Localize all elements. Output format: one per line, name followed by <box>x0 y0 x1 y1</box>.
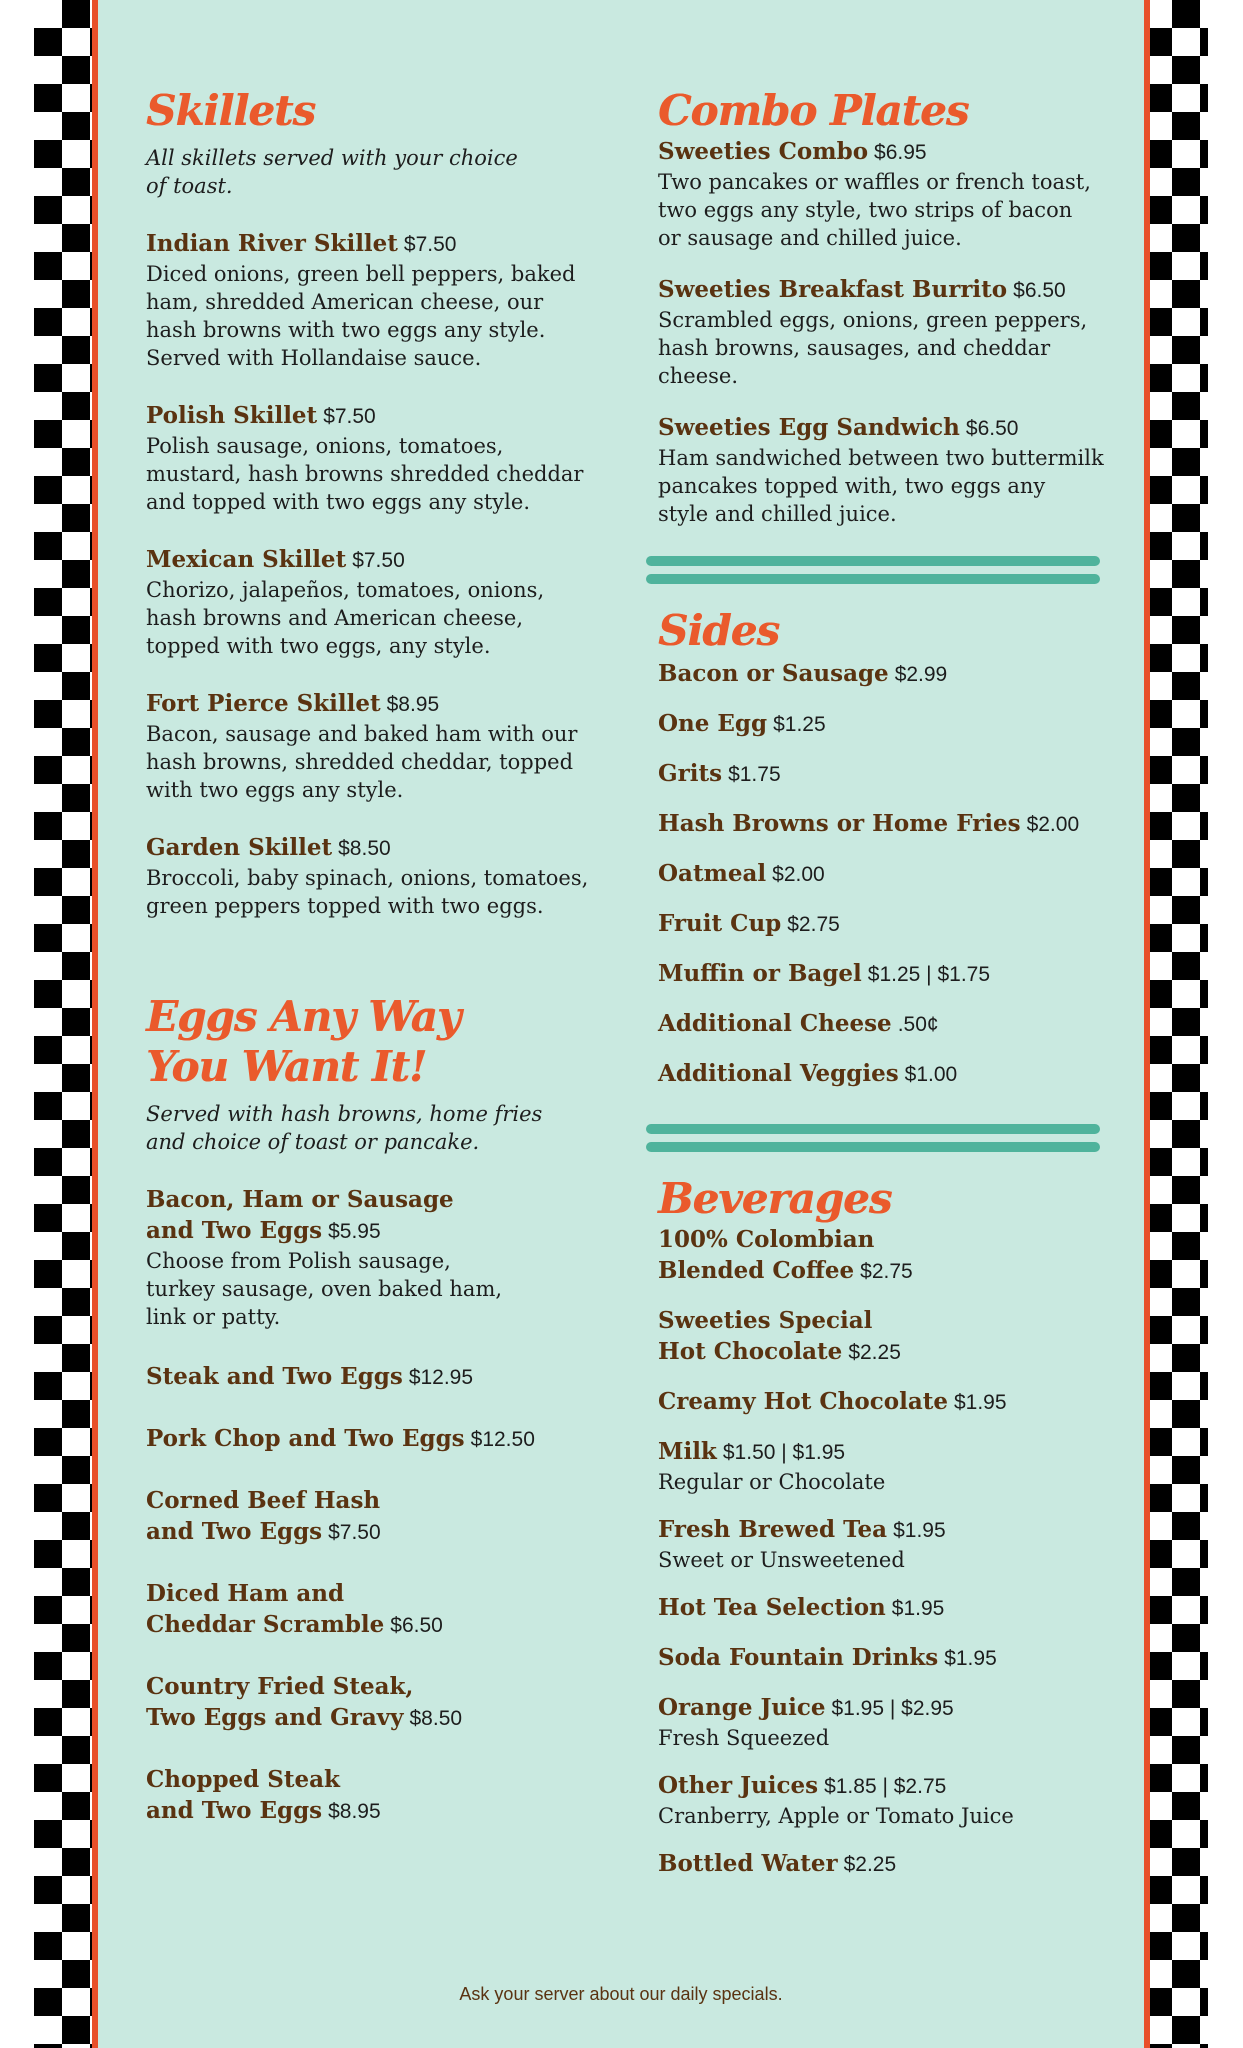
item-price: $7.50 <box>352 549 405 572</box>
item-heading <box>658 1642 1118 1674</box>
sides-list <box>658 658 1118 1090</box>
item-price: $1.00 <box>904 1063 958 1086</box>
item-name: and Two Eggs <box>146 1217 323 1244</box>
item-price: $8.50 <box>338 837 391 860</box>
item-name: Mexican Skillet <box>146 546 347 573</box>
item-name: 100% Colombian <box>658 1226 875 1253</box>
item-price: $2.25 <box>843 1853 897 1876</box>
item-description-line: Polish sausage, onions, tomatoes, <box>146 434 504 458</box>
item-name: Polish Skillet <box>146 402 318 429</box>
item-price: $7.50 <box>328 1521 381 1544</box>
item-description-line: style and chilled juice. <box>658 502 897 526</box>
item-name: Other Juices <box>658 1772 819 1799</box>
combo-section <box>658 86 1118 528</box>
item-description-line: turkey sausage, oven baked ham, <box>146 1277 503 1301</box>
item-name: Bacon, Ham or Sausage <box>146 1186 454 1213</box>
menu-item <box>146 400 616 516</box>
item-name: Pork Chop and Two Eggs <box>146 1425 465 1452</box>
item-description-line: Choose from Polish sausage, <box>146 1249 451 1273</box>
item-price: $2.00 <box>1026 813 1080 836</box>
beverage-item <box>658 1514 1118 1574</box>
item-description-line: hash browns, shredded cheddar, topped <box>146 750 574 774</box>
skillets-section <box>146 86 616 920</box>
beverage-item <box>658 1592 1118 1624</box>
item-price: $1.95 | $2.95 <box>831 1697 954 1720</box>
item-description-line: link or patty. <box>146 1305 281 1329</box>
item-description-line: two eggs any style, two strips of bacon <box>658 198 1073 222</box>
item-description-line: ham, shredded American cheese, our <box>146 290 544 314</box>
item-price: $7.50 <box>323 405 376 428</box>
item-name: Hot Tea Selection <box>658 1594 886 1621</box>
divider-line <box>646 1124 1100 1134</box>
item-heading <box>658 274 1118 306</box>
item-name: Bacon or Sausage <box>658 660 889 687</box>
item-description-line: Ham sandwiched between two buttermilk <box>658 446 1104 470</box>
item-heading <box>146 400 616 432</box>
item-description-line: mustard, hash browns shredded cheddar <box>146 462 584 486</box>
item-name: Hot Chocolate <box>658 1338 843 1365</box>
item-heading <box>146 228 616 260</box>
item-name: Orange Juice <box>658 1694 826 1721</box>
item-heading <box>146 1671 616 1734</box>
eggs-list <box>146 1184 616 1827</box>
item-price: $12.50 <box>470 1428 535 1451</box>
item-description-line: Served with Hollandaise sauce. <box>146 346 482 370</box>
item-name: One Egg <box>658 710 768 737</box>
beverages-section <box>658 1174 1118 1880</box>
side-item <box>658 808 1118 840</box>
divider-line <box>646 574 1100 584</box>
item-description-line: hash browns, sausages, and cheddar <box>658 336 1051 360</box>
item-price: $1.25 | $1.75 <box>867 963 991 986</box>
menu-item <box>658 136 1118 252</box>
beverage-item <box>658 1770 1118 1830</box>
item-heading <box>146 1361 616 1393</box>
item-name: Sweeties Special <box>658 1307 873 1334</box>
item-heading <box>146 1485 616 1548</box>
item-name: Oatmeal <box>658 860 767 887</box>
item-price: $6.50 <box>965 417 1019 440</box>
item-name-line <box>146 1609 616 1641</box>
item-name-line <box>658 1336 1118 1368</box>
item-name: Diced Ham and <box>146 1580 345 1607</box>
side-item <box>658 658 1118 690</box>
combo-list <box>658 136 1118 528</box>
item-price: $6.50 <box>1013 279 1066 302</box>
item-price: $1.25 <box>773 713 826 736</box>
item-name: Fort Pierce Skillet <box>146 690 381 717</box>
item-description-line: or sausage and chilled juice. <box>658 226 962 250</box>
section-title-skillets: Skillets <box>146 86 316 135</box>
left-column <box>146 86 616 1824</box>
item-name: and Two Eggs <box>146 1518 323 1545</box>
skillet-list <box>146 228 616 920</box>
beverage-item <box>658 1642 1118 1674</box>
eggs-intro <box>146 1100 616 1156</box>
side-item <box>658 1058 1118 1090</box>
item-heading <box>658 412 1118 444</box>
item-description-line: cheese. <box>658 364 739 388</box>
item-name: Blended Coffee <box>658 1257 855 1284</box>
sides-column <box>658 606 1118 1090</box>
item-description-line: green peppers topped with two eggs. <box>146 894 544 918</box>
item-heading <box>658 1592 1118 1624</box>
item-price: $8.95 <box>328 1800 381 1823</box>
item-name: Cheddar Scramble <box>146 1611 385 1638</box>
item-price: $2.75 <box>860 1260 913 1283</box>
item-note: Regular or Chocolate <box>658 1470 886 1494</box>
item-note: Cranberry, Apple or Tomato Juice <box>658 1804 1014 1828</box>
item-price: $2.99 <box>894 663 948 686</box>
item-price: $2.00 <box>772 863 825 886</box>
item-description-line: Diced onions, green bell peppers, baked <box>146 262 576 286</box>
item-name: Corned Beef Hash <box>146 1487 381 1514</box>
menu-item <box>146 1578 616 1641</box>
menu-item <box>146 832 616 920</box>
item-price: $1.95 <box>891 1597 945 1620</box>
item-price: .50¢ <box>897 1013 939 1036</box>
item-name: Hash Browns or Home Fries <box>658 810 1021 837</box>
eggs-title-line1: Eggs Any Way <box>146 992 461 1041</box>
item-name-line <box>146 1516 616 1548</box>
item-heading <box>146 1423 616 1455</box>
menu-item <box>146 1184 616 1331</box>
item-price: $1.95 <box>953 1391 1007 1414</box>
footer-note: Ask your server about our daily specials. <box>459 1984 783 2004</box>
item-name: Fruit Cup <box>658 910 782 937</box>
item-description-line: Broccoli, baby spinach, onions, tomatoes, <box>146 866 589 890</box>
item-heading <box>658 1692 1118 1724</box>
item-name: Milk <box>658 1438 717 1465</box>
item-heading <box>658 1386 1118 1418</box>
item-heading <box>658 1305 1118 1368</box>
divider-line <box>646 1142 1100 1152</box>
item-description-line: with two eggs any style. <box>146 778 404 802</box>
item-name: Fresh Brewed Tea <box>658 1516 888 1543</box>
side-item <box>658 1008 1118 1040</box>
item-price: $12.95 <box>408 1366 474 1389</box>
item-name: Bottled Water <box>658 1850 838 1877</box>
checkered-border-right <box>1144 0 1208 2048</box>
section-title-sides: Sides <box>658 606 780 655</box>
item-name-line <box>658 1255 1118 1287</box>
menu-item <box>146 544 616 660</box>
item-description-line: topped with two eggs, any style. <box>146 634 491 658</box>
item-name: Indian River Skillet <box>146 230 398 257</box>
menu-item <box>146 688 616 804</box>
beverage-item <box>658 1386 1118 1418</box>
menu-item <box>146 228 616 372</box>
beverage-item <box>658 1692 1118 1752</box>
item-name-line <box>146 1702 616 1734</box>
beverages-column <box>658 1174 1118 1880</box>
section-title-eggs <box>146 992 616 1092</box>
item-name: Sweeties Breakfast Burrito <box>658 276 1008 303</box>
item-price: $6.50 <box>390 1614 443 1637</box>
item-name: Chopped Steak <box>146 1766 340 1793</box>
item-name-line <box>146 1215 616 1247</box>
item-heading <box>146 1764 616 1827</box>
checkered-border-left <box>34 0 98 2048</box>
item-name: Garden Skillet <box>146 834 333 861</box>
sides-section <box>658 606 1118 1090</box>
item-price: $6.95 <box>874 141 927 164</box>
side-item <box>658 858 1118 890</box>
beverage-item <box>658 1305 1118 1368</box>
item-description-line: Chorizo, jalapeños, tomatoes, onions, <box>146 578 545 602</box>
skillets-intro <box>146 144 616 200</box>
item-price: $1.85 | $2.75 <box>824 1775 947 1798</box>
menu-item <box>146 1671 616 1734</box>
item-name: Additional Veggies <box>658 1060 899 1087</box>
item-heading <box>658 1514 1118 1546</box>
item-name: Steak and Two Eggs <box>146 1363 403 1390</box>
side-item <box>658 958 1118 990</box>
beverage-item <box>658 1848 1118 1880</box>
beverage-item <box>658 1224 1118 1287</box>
side-item <box>658 708 1118 740</box>
item-heading <box>146 688 616 720</box>
red-stripe-right <box>1144 0 1150 2048</box>
intro-line: Served with hash browns, home fries <box>146 1102 543 1126</box>
item-note: Fresh Squeezed <box>658 1726 830 1750</box>
item-name: Sweeties Combo <box>658 138 869 165</box>
item-description-line: and topped with two eggs any style. <box>146 490 530 514</box>
menu-item <box>146 1423 616 1455</box>
item-name: Muffin or Bagel <box>658 960 862 987</box>
item-name: Grits <box>658 760 723 787</box>
eggs-section <box>146 992 616 1827</box>
beverage-item <box>658 1436 1118 1496</box>
item-description-line: hash browns and American cheese, <box>146 606 524 630</box>
item-price: $8.95 <box>386 693 440 716</box>
item-name: and Two Eggs <box>146 1797 323 1824</box>
item-name: Sweeties Egg Sandwich <box>658 414 960 441</box>
item-heading <box>146 544 616 576</box>
eggs-title-line2: You Want It! <box>146 1042 427 1091</box>
item-description-line: Bacon, sausage and baked ham with our <box>146 722 578 746</box>
item-heading <box>658 1224 1118 1287</box>
item-name-line <box>146 1795 616 1827</box>
item-price: $1.50 | $1.95 <box>722 1441 846 1464</box>
intro-line: of toast. <box>146 174 233 198</box>
item-price: $1.75 <box>728 763 781 786</box>
item-name: Soda Fountain Drinks <box>658 1644 939 1671</box>
item-price: $5.95 <box>328 1220 381 1243</box>
intro-line: All skillets served with your choice <box>146 146 518 170</box>
item-name: Creamy Hot Chocolate <box>658 1388 948 1415</box>
menu-item <box>146 1485 616 1548</box>
beverages-list <box>658 1224 1118 1880</box>
item-heading <box>146 1184 616 1247</box>
section-title-beverages: Beverages <box>658 1174 892 1223</box>
side-item <box>658 908 1118 940</box>
item-heading <box>658 1436 1118 1468</box>
item-name: Two Eggs and Gravy <box>146 1704 404 1731</box>
menu-item <box>146 1361 616 1393</box>
item-description-line: pancakes topped with, two eggs any <box>658 474 1046 498</box>
menu-item <box>658 412 1118 528</box>
item-name: Additional Cheese <box>658 1010 892 1037</box>
menu-item <box>146 1764 616 1827</box>
item-description-line: Scrambled eggs, onions, green peppers, <box>658 308 1088 332</box>
intro-line: and choice of toast or pancake. <box>146 1130 480 1154</box>
item-price: $7.50 <box>403 233 457 256</box>
item-heading <box>658 1770 1118 1802</box>
item-heading <box>146 1578 616 1641</box>
item-heading <box>658 136 1118 168</box>
item-price: $2.25 <box>848 1341 901 1364</box>
item-name: Country Fried Steak, <box>146 1673 414 1700</box>
right-column <box>658 86 1118 528</box>
item-heading <box>146 832 616 864</box>
item-heading <box>658 1848 1118 1880</box>
item-price: $1.95 <box>944 1647 997 1670</box>
side-item <box>658 758 1118 790</box>
divider-line <box>646 556 1100 566</box>
menu-item <box>658 274 1118 390</box>
section-title-combo: Combo Plates <box>658 86 969 135</box>
item-price: $2.75 <box>787 913 840 936</box>
item-description-line: Two pancakes or waffles or french toast, <box>658 170 1091 194</box>
item-note: Sweet or Unsweetened <box>658 1548 905 1572</box>
item-description-line: hash browns with two eggs any style. <box>146 318 546 342</box>
item-price: $8.50 <box>409 1707 463 1730</box>
item-price: $1.95 <box>893 1519 946 1542</box>
